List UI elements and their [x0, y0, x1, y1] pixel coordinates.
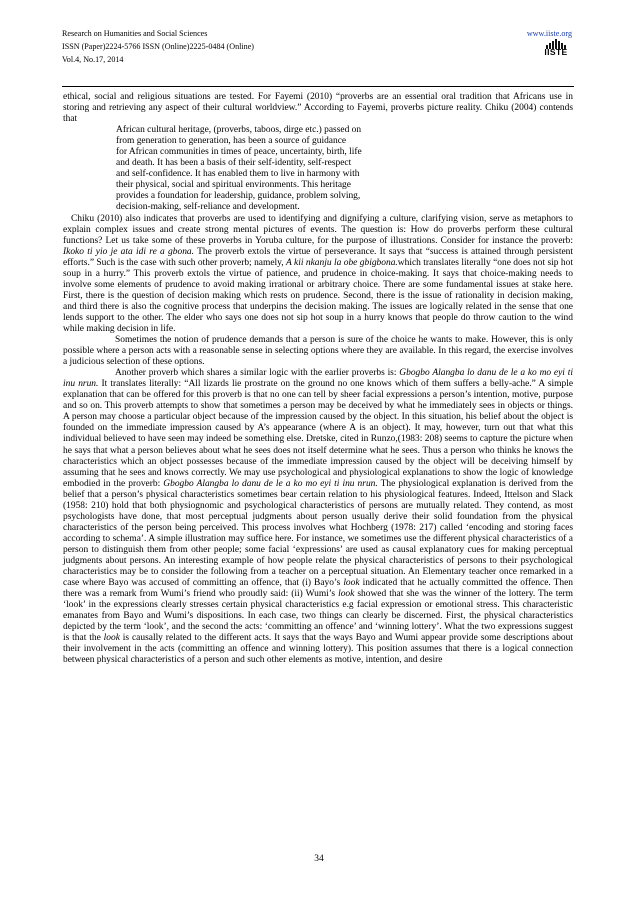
paragraph-4-text: indicated that he actually committed the offence. Then there was a remark from Wumi’s friend who proudly said: (ii) Wumi’s	[63, 578, 574, 600]
paragraph-4-text: showed that she was the winner of the lottery. The term ‘look’ in the expressions clearly stresses certain physical characteristics e.g facial expression or emotional stress. This characteristic emanates from Bayo and Wumi’s dispositions. In each case, two things can clearly be discerned. First, the physical characteristics depicted by the term ‘look’, and the second the acts: ‘committing an offence’ and ‘winning lottery’. What the two expressions suggest is that the	[63, 589, 574, 644]
quote-line: and self-confidence. It has enabled them to live in harmony with	[116, 169, 360, 180]
iiste-logo	[540, 39, 572, 56]
quote-line: for African communities in times of peace, uncertainty, birth, life	[116, 147, 362, 158]
paragraph-2-text: The proverb extols the virtue of perseverance. It says that “success is attained through persistent efforts.” Such is the case with such other proverb; namely,	[63, 246, 574, 268]
journal-title: Research on Humanities and Social Sciences	[62, 29, 208, 38]
quote-line: provides a foundation for leadership, guidance, problem solving,	[116, 191, 361, 202]
proverb-gbogbo: Gbogbo Alangba lo danu de le a ko mo eyi ti inu nrun.	[63, 368, 573, 390]
quote-line: and death. It has been a basis of their self-identity, self-respect	[116, 158, 352, 169]
block-quote	[116, 125, 416, 213]
proverb-gbogbo-repeat: Gbogbo Alangba lo danu de le a ko mo eyi ti inu nrun.	[163, 478, 378, 489]
proverb-akii: A kii nkanju la obe gbigbona.	[286, 257, 398, 268]
logo-text: IISTE	[544, 47, 568, 57]
paragraph-1: ethical, social and religious situations are tested. For Fayemi (2010) “proverbs are an essential oral tradition that Africans use in storing and retrieving any aspect of their cultural worldview.” According to Fayemi, proverbs picture reality. Chiku (2004) contends that	[63, 92, 573, 125]
paragraph-4-text: is causally related to the different acts. It says that the ways Bayo and Wumi appear provide some descriptions about their involvement in the acts (committing an offence and winning lottery). This position assumes that there is a logical connection between physical characteristics of a person and such other elements as motive, intention, and desire	[63, 633, 573, 666]
look-term: look	[343, 578, 360, 589]
paragraph-2	[63, 214, 573, 336]
paragraph-4-text: Another proverb which shares a similar logic with the earlier proverbs is:	[115, 368, 400, 379]
quote-line: decision-making, self-reliance and development.	[116, 202, 300, 213]
look-term: look	[103, 633, 120, 644]
issn-line: ISSN (Paper)2224-5766 ISSN (Online)2225-0484 (Online)	[62, 42, 254, 52]
paragraph-2-text: which translates literally “one does not sip hot soup in a hurry.” This proverb extols the virtue of patience, and prudence in choice-making. It says that choice-making needs to involve some elements of prudence to avoid making irrational or arbitrary choice. There are some fundamental issues at stake here. First, there is the question of decision making which rests on prudence. Second, there is the issue of rationality in decision making, and third there is also the cognitive process that underpins the decision making. The issues are logically related in the sense that one lends support to the other. The elder who says one does not sip hot soup in a hurry knows that people do throw caution to the wind while making decision in life.	[63, 257, 573, 334]
website-link[interactable]: www.iiste.org	[526, 29, 572, 38]
proverb-ikoko: Ikoko ti yio je ata idi re a gbona.	[63, 246, 195, 257]
quote-line: from generation to generation, has been a source of guidance	[116, 136, 347, 147]
paragraph-4-text: It translates literally: “All lizards lie prostrate on the ground no one knows which of them suffers a belly-ache.” A simple explanation that can be offered for this proverb is that no one can tell by sheer facial expressions a person’s intention, motive, purpose and so on. This proverb attempts to show that sometimes a person may be deceived by what he immediately sees in objects or things. A person may choose a particular object because of the impression caused by the object. In this situation, his belief about the object is founded on the immediate impression caused by A’s appearance (where A is an object). It may, however, turn out that what this individual believed to have seen may indeed be something else. Dretske, cited in Runzo,(1983: 208) seems to capture the picture when he says that what a person believes about what he sees does not itself determine what he sees. Thus a person who thinks he knows the characteristics which an object possesses because of the immediate impression caused by the object will be deceiving himself by assuming that he sees and knows correctly. We may use psychological and physiological explanations to show the logic of knowledge embodied in the proverb:	[63, 379, 574, 489]
quote-line: African cultural heritage, (proverbs, taboos, dirge etc.) passed on	[116, 125, 362, 136]
page-number: 34	[314, 854, 324, 864]
paragraph-3: Sometimes the notion of prudence demands that a person is sure of the choice he wants to make. However, this is only possible where a person acts with a reasonable sense in selecting options where they are available. In this regard, the exercise involves a judicious selection of these options.	[63, 335, 573, 368]
look-term: look	[338, 589, 355, 600]
paragraph-4-text: The physiological explanation is derived from the belief that a person’s physical characteristics sometimes bear certain relation to his physiological features. Indeed, Ittelson and Slack (1958: 210) hold that both physiognomic and psychological characteristics of persons are mutually related. They contend, as most psychologists have done, that most perceptual judgments about person usually derive their solid foundation from the physical characteristics of the person being perceived. This process involves what Hochberg (1978: 217) called ‘encoding and storing faces according to schema’. A simple illustration may suffice here. For instance, we sometimes use the different physical characteristics of a person to distinguish them from other people; some facial ‘expressions’ are used as causal explanatory cues for making perceptual judgments about persons. An interesting example of how people relate the physical characteristics of persons to their psychological characteristics may be to consider the following from a teacher on a perceptual situation. An Elementary teacher once remarked in a case where Bayo was accused of committing an offence, that (i) Bayo’s	[63, 478, 573, 589]
volume-line: Vol.4, No.17, 2014	[62, 55, 124, 65]
body-text	[63, 92, 573, 666]
header-rule	[62, 86, 574, 87]
paragraph-2-text: Chiku (2010) also indicates that proverbs are used to identifying and dignifying a culture, clarifying vision, serve as metaphors to explain complex issues and create strong mental pictures of events. The question is: How do proverbs perform these cultural functions? Let us take some of these proverbs in Yoruba culture, for the purpose of illustrations. Consider for instance the proverb:	[63, 213, 573, 246]
paragraph-4	[63, 368, 573, 666]
page-header	[62, 27, 572, 67]
quote-line: their physical, social and spiritual environments. This heritage	[116, 180, 351, 191]
